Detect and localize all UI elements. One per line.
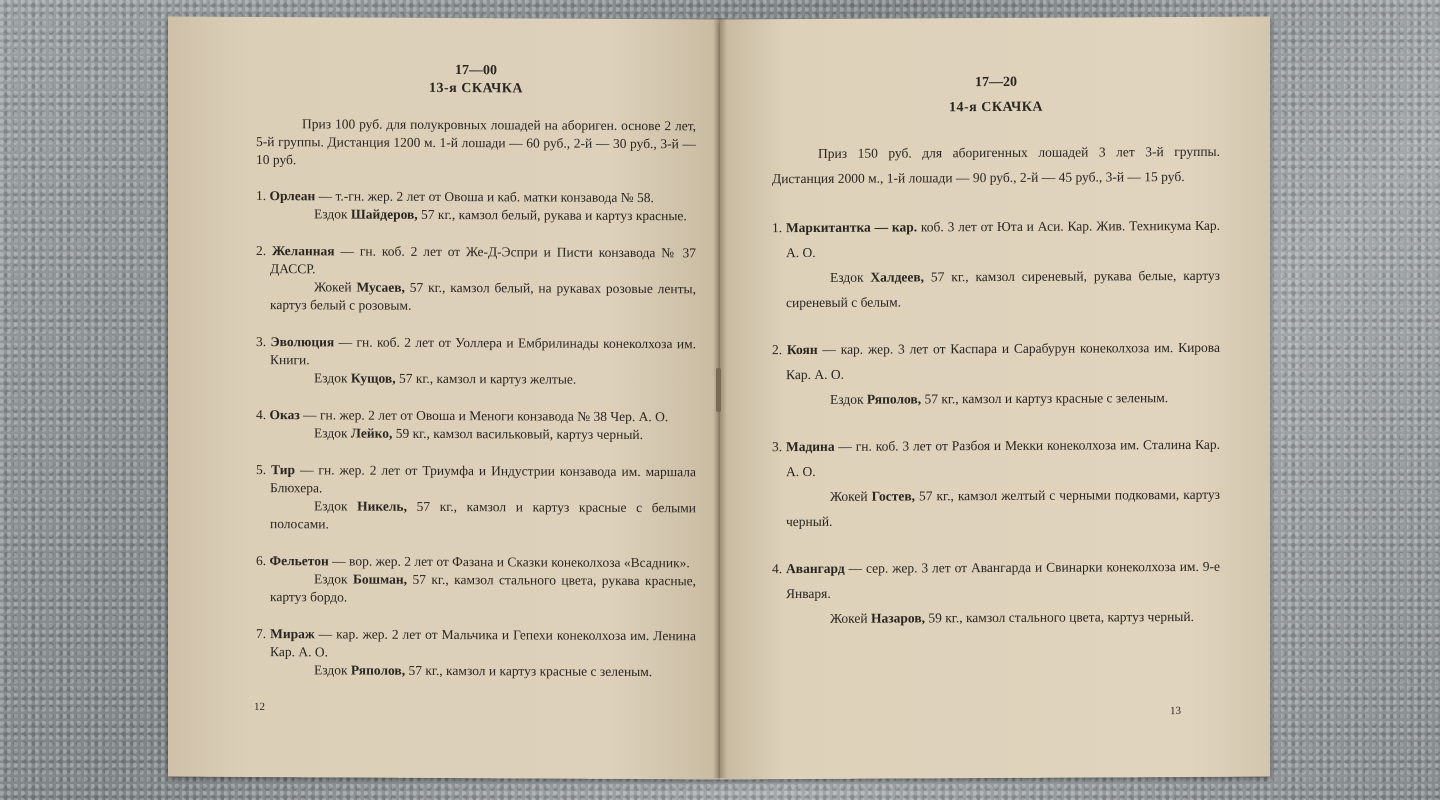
rider-name: Ряполов,: [866, 391, 922, 407]
horse-name: Фельетон: [269, 553, 329, 569]
rider-name: Ряполов,: [350, 662, 406, 678]
horse-entry: [256, 625, 696, 681]
horse-name: Тир: [271, 462, 296, 478]
horse-entry: [256, 242, 696, 316]
right-page: [720, 17, 1270, 780]
horse-description: 1. Маркитантка — кар. коб. 3 лет от Юта и Аси. Кар. Жив. Техникума Кар. А. О.: [772, 217, 1220, 261]
horse-name: Желанная: [272, 243, 335, 259]
rider-info: Жокей Гостев, 57 кг., камзол желтый с черными подковами, картуз черный.: [786, 486, 1220, 530]
rider-name: Халдеев,: [870, 269, 925, 285]
rider-name: Назаров,: [870, 610, 925, 626]
horse-description: 2. Коян — кар. жер. 3 лет от Каспара и Сарабурун конеколхоза им. Кирова Кар. А. О.: [772, 339, 1220, 383]
left-page-content: [256, 61, 696, 700]
rider-info: Ездок Бошман, 57 кг., камзол стального цвета, рукава красные, картуз бордо.: [270, 571, 696, 605]
rider-info: Ездок Ряполов, 57 кг., камзол и картуз красные с зеленым.: [830, 390, 1169, 407]
horse-name: Авангард: [786, 560, 845, 577]
rider-name: Гостев,: [871, 488, 916, 504]
horse-description: 3. Мадина — гн. коб. 3 лет от Разбоя и Мекки конеколхоза им. Сталина Кар. А. О.: [772, 436, 1220, 480]
race-title: 14-я СКАЧКА: [948, 99, 1044, 116]
horse-name: Орлеан: [269, 188, 316, 204]
prize-text: Приз 100 руб. для полукровных лошадей на абориген. основе 2 лет, 5-й группы. Дистанция 1200 м. 1-й лошади — 60 руб., 2-й — 30 руб., 3-й — 10 руб.: [256, 116, 696, 168]
horse-name: Маркитантка — кар.: [785, 219, 918, 236]
rider-name: Лейко,: [350, 425, 393, 441]
horse-description: 2. Желанная — гн. коб. 2 лет от Же-Д-Эспри и Писти конзавода № 37 ДАССР.: [256, 243, 696, 277]
horse-name: Мираж: [270, 626, 315, 642]
rider-info: Ездок Ряполов, 57 кг., камзол и картуз красные с зеленым.: [314, 662, 653, 680]
horse-entry: [256, 552, 696, 608]
horse-entry: [256, 461, 696, 535]
rider-info: Жокей Назаров, 59 кг., камзол стального цвета, картуз черный.: [830, 608, 1194, 626]
horse-description: 1. Орлеан — т.-гн. жер. 2 лет от Овоша и каб. матки конзавода № 58.: [256, 188, 654, 206]
left-page: [168, 17, 720, 780]
horse-description: 3. Эволюция — гн. коб. 2 лет от Уоллера и Ембрилинады конеколхоза им. Книги.: [256, 334, 697, 368]
horse-entry: [256, 406, 696, 444]
horse-description: 4. Оказ — гн. жер. 2 лет от Овоша и Меноги конзавода № 38 Чер. А. О.: [256, 407, 669, 425]
open-booklet: [168, 18, 1270, 788]
horse-entry: [772, 335, 1220, 412]
horse-entry: [256, 333, 696, 389]
rider-info: Жокей Мусаев, 57 кг., камзол белый, на рукавах розовые ленты, картуз белый с розовым.: [270, 279, 696, 313]
race-time: 17—20: [975, 74, 1017, 91]
horse-description: 5. Тир — гн. жер. 2 лет от Триумфа и Индустрии конзавода им. маршала Блюхера.: [256, 462, 697, 496]
rider-info: Ездок Лейко, 59 кг., камзол васильковый, картуз черный.: [314, 425, 643, 443]
horse-entry: [772, 213, 1220, 315]
rider-info: Ездок Кущов, 57 кг., камзол и картуз желтые.: [314, 370, 577, 387]
horse-description: 6. Фельетон — вор. жер. 2 лет от Фазана и Сказки конеколхоза «Всадник».: [256, 553, 690, 571]
page-number: 13: [1170, 705, 1181, 718]
rider-name: Кущов,: [350, 370, 396, 386]
horse-name: Коян: [786, 341, 818, 358]
horse-name: Эволюция: [270, 334, 335, 350]
race-title: 13-я СКАЧКА: [428, 80, 524, 97]
rider-name: Шайдеров,: [350, 206, 418, 222]
right-page-content: [772, 69, 1220, 653]
horse-entry: [772, 554, 1220, 631]
horse-name: Оказ: [269, 407, 300, 423]
staple: [716, 368, 721, 412]
rider-name: Бошман,: [352, 571, 408, 587]
horse-description: 4. Авангард — сер. жер. 3 лет от Авангарда и Свинарки конеколхоза им. 9-е Января.: [772, 558, 1220, 602]
rider-info: Ездок Шайдеров, 57 кг., камзол белый, рукава и картуз красные.: [314, 206, 687, 224]
horse-entry: [256, 187, 696, 225]
rider-name: Никель,: [357, 498, 407, 514]
rider-info: Ездок Никель, 57 кг., камзол и картуз красные с белыми полосами.: [270, 498, 696, 532]
page-number: 12: [254, 701, 265, 714]
race-time: 17—00: [455, 63, 497, 79]
horse-entry: [772, 432, 1220, 534]
prize-text: Приз 150 руб. для аборигенных лошадей 3 лет 3-й группы. Дистанция 2000 м., 1-й лошади — 90 руб., 2-й — 45 руб., 3-й — 15 руб.: [772, 143, 1220, 187]
horse-name: Мадина: [785, 438, 835, 455]
rider-info: Ездок Халдеев, 57 кг., камзол сиреневый, рукава белые, картуз сиреневый с белым.: [786, 267, 1220, 311]
horse-description: 7. Мираж — кар. жер. 2 лет от Мальчика и Гепехи конеколхоза им. Ленина Кар. А. О.: [256, 626, 697, 660]
rider-name: Мусаев,: [356, 279, 405, 295]
